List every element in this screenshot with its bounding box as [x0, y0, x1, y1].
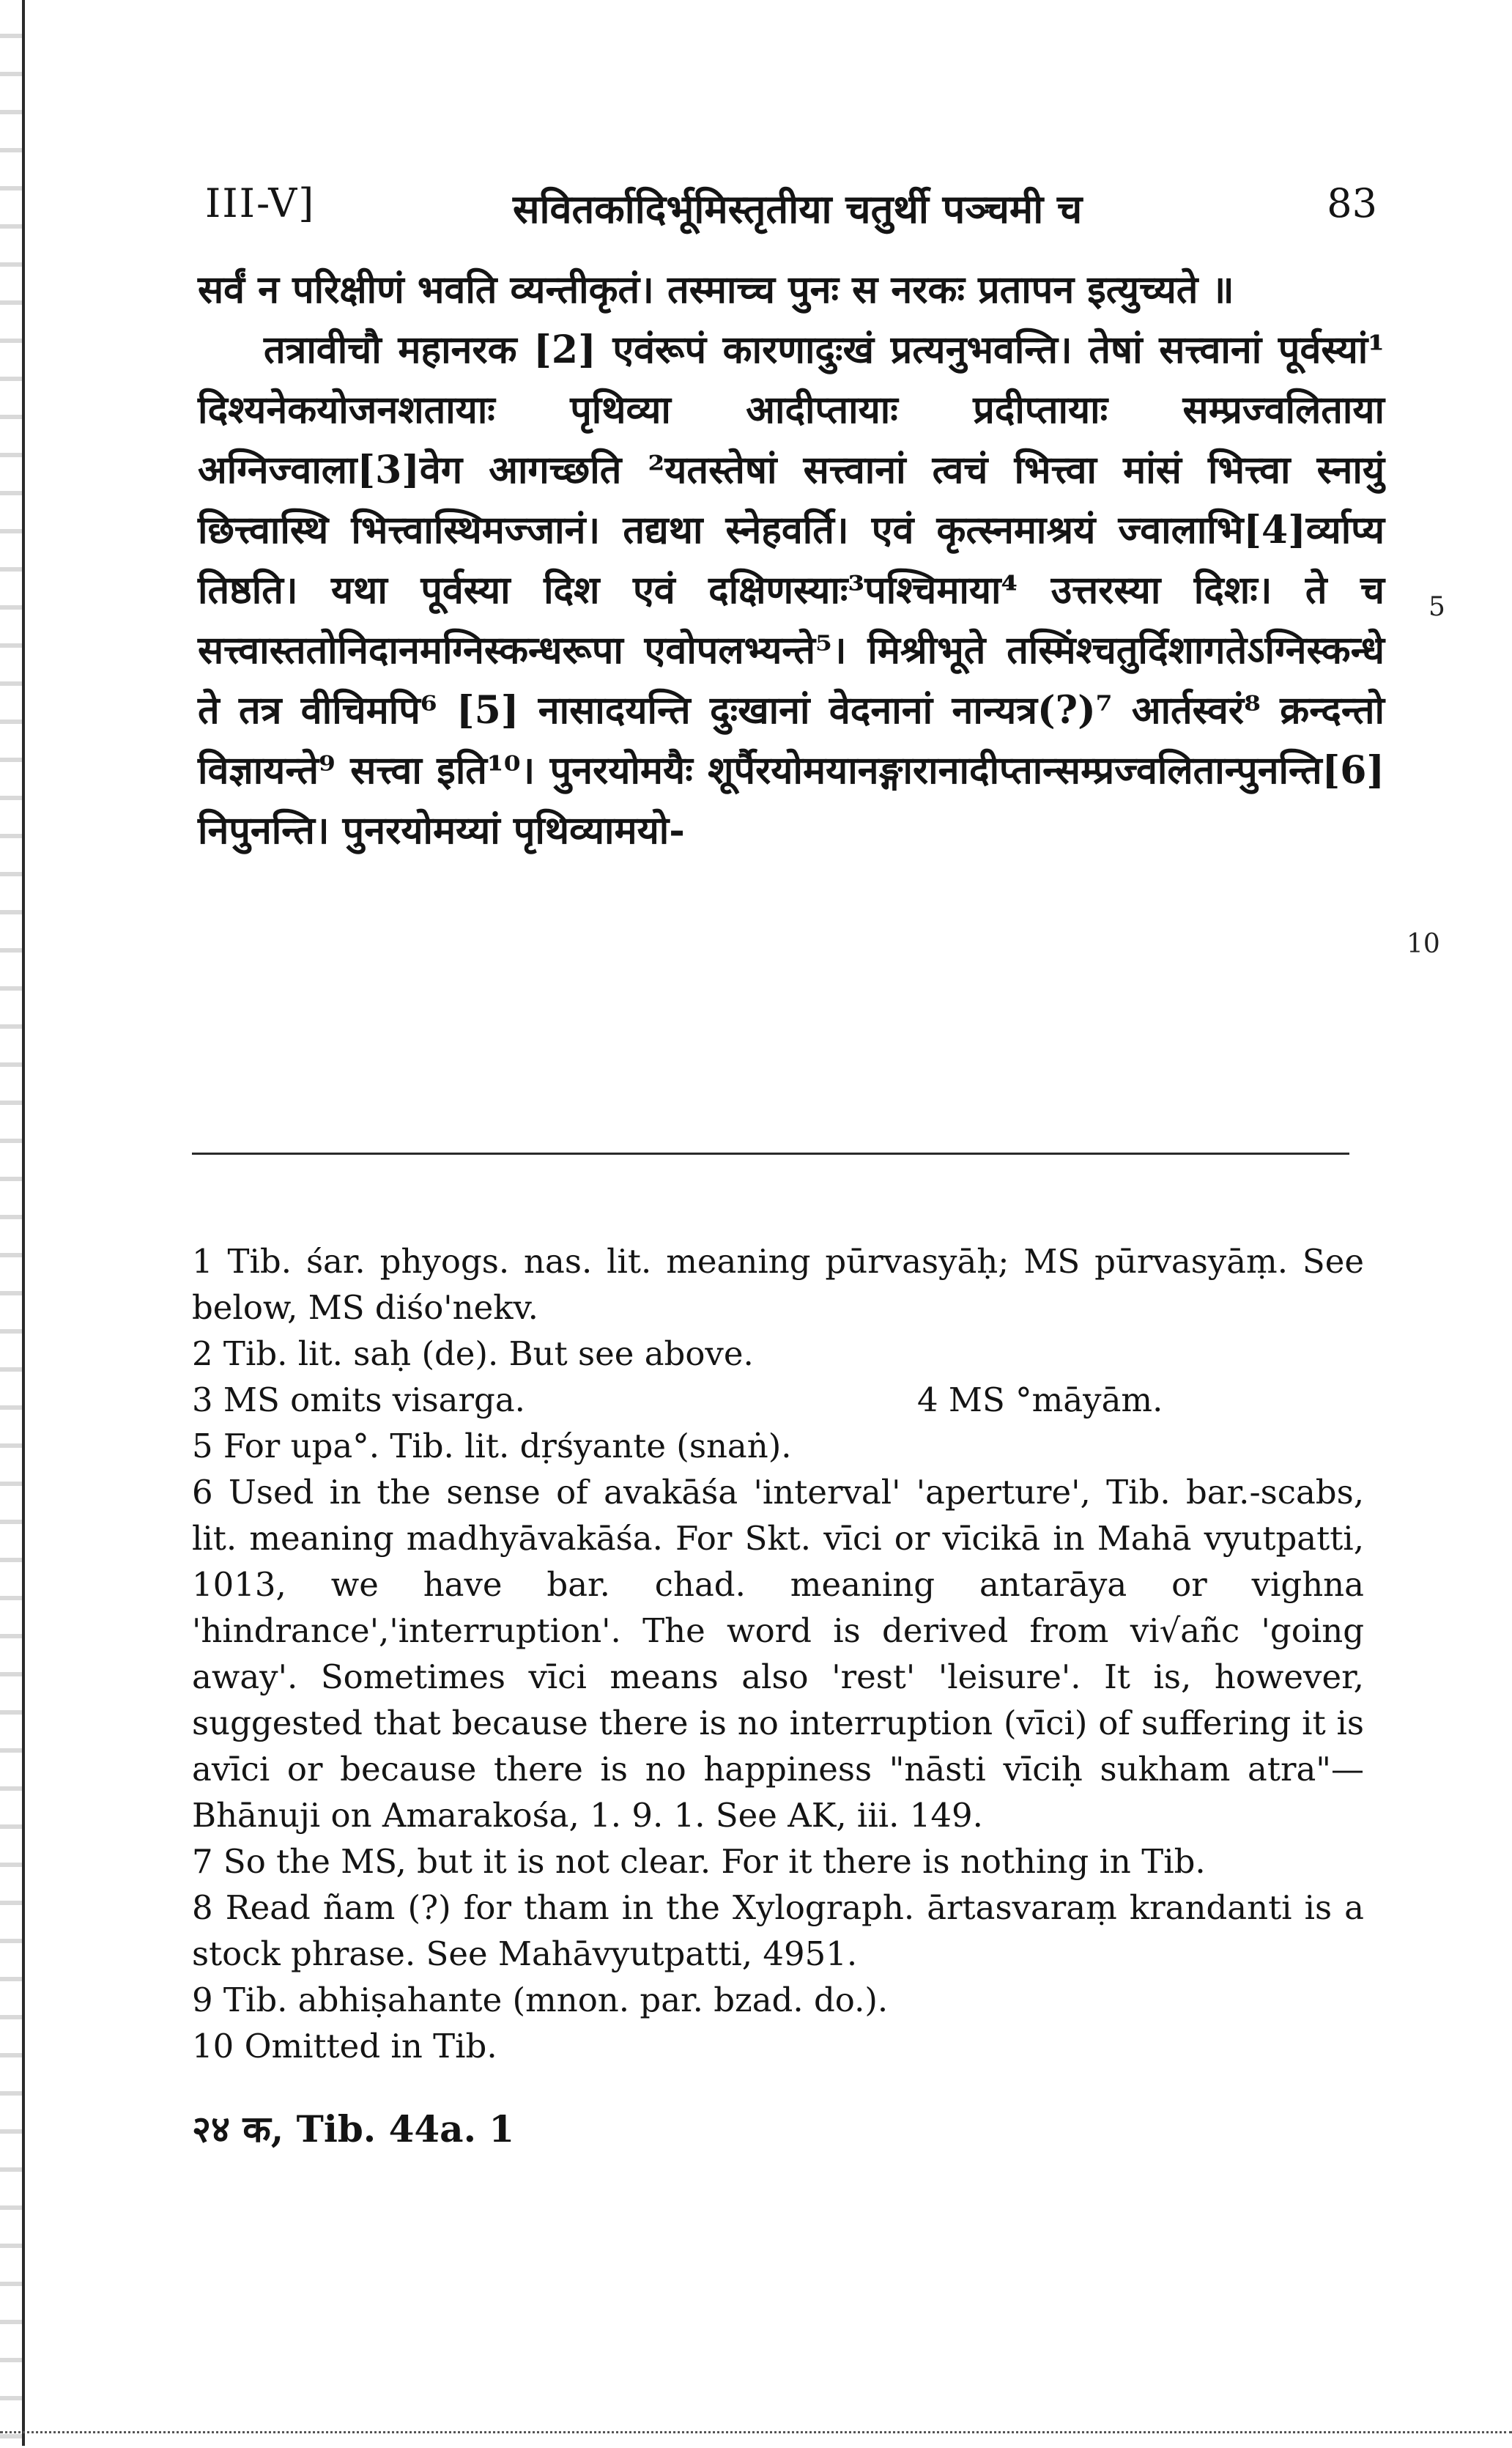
footnote-row-3-4: [192, 1377, 1364, 1423]
footnote-5: 5 For upa°. Tib. lit. dṛśyante (snaṅ).: [192, 1427, 792, 1465]
paragraph-2: तत्रावीचौ महानरक [2] एवंरूपं कारणादुःखं प्रत्यनुभवन्ति। तेषां सत्त्वानां पूर्वस्यां¹ दिश्यनेकयोजनशतायाः पृथिव्या आदीप्तायाः प्रदीप्तायाः सम्प्रज्वलिताया अग्निज्वाला[3]वेग आगच्छति ²यतस्तेषां सत्त्वानां त्वचं भित्त्वा मांसं भित्त्वा स्नायुं छित्त्वास्थि भित्त्वास्थिमज्जानं। तद्यथा स्नेहवर्ति। एवं कृत्स्नमाश्रयं ज्वालाभि[4]र्व्याप्य तिष्ठति। यथा पूर्वस्या दिश एवं दक्षिणस्याः³पश्चिमाया⁴ उत्तरस्या दिशः। ते च सत्त्वास्ततोनिदानमग्निस्कन्धरूपा एवोपलभ्यन्ते⁵। मिश्रीभूते तस्मिंश्चतुर्दिशागतेऽग्निस्कन्धे ते तत्र वीचिमपि⁶ [5] नासादयन्ति दुःखानां वेदनानां नान्यत्र(?)⁷ आर्तस्वरं⁸ क्रन्दन्तो विज्ञायन्ते⁹ सत्त्वा इति¹⁰। पुनरयोमयैः शूर्पैरयोमयानङ्गारानादीप्तान्सम्प्रज्वलितान्पुनन्ति[6] निपुनन्ति। पुनरयोमय्यां पृथिव्यामयो-: [198, 328, 1385, 853]
running-header: [205, 173, 1377, 239]
footnote-8: 8 Read ñam (?) for tham in the Xylograph. ārtasvaraṃ krandanti is a stock phrase. See Mahāvyutpatti, 4951.: [192, 1888, 1364, 1973]
paragraph-1: सर्वं न परिक्षीणं भवति व्यन्तीकृतं। तस्माच्च पुनः स नरकः प्रतापन इत्युच्यते ॥: [198, 267, 1234, 312]
footnotes: [192, 1238, 1364, 2069]
folio-reference: २४ क, Tib. 44a. 1: [192, 2107, 515, 2151]
main-text: [198, 260, 1385, 861]
footnote-6: 6 Used in the sense of avakāśa 'interval' 'aperture', Tib. bar.-scabs, lit. meaning madhyāvakāśa. For Skt. vīci or vīcikā in Mahā vyutpatti, 1013, we have bar. chad. meaning antarāya or vighna 'hindrance','interruption'. The word is derived from vi√añc 'going away'. Sometimes vīci means also 'rest' 'leisure'. It is, however, suggested that because there is no interruption (vīci) of suffering it is avīci or because there is no happiness "nāsti vīciḥ sukham atra"—Bhānuji on Amarakośa, 1. 9. 1. See AK, iii. 149.: [192, 1473, 1364, 1835]
footnote-3: 3 MS omits visarga.: [192, 1380, 525, 1419]
section-label: III-V]: [205, 180, 316, 226]
footnote-10: 10 Omitted in Tib.: [192, 2027, 497, 2066]
footnote-9: 9 Tib. abhiṣahante (mnon. par. bzad. do.).: [192, 1981, 889, 2019]
running-title: सवितर्कादिर्भूमिस्तृतीया चतुर्थी पञ्चमी च: [513, 185, 1083, 232]
footnote-1: 1 Tib. śar. phyogs. nas. lit. meaning pūrvasyāḥ; MS pūrvasyāṃ. See below, MS diśo'nekv.: [192, 1242, 1364, 1327]
line-number-10: 10: [1407, 929, 1440, 959]
footnote-4: 4 MS °māyām.: [917, 1380, 1163, 1419]
footnote-rule: [192, 1153, 1349, 1155]
footnote-7: 7 So the MS, but it is not clear. For it there is nothing in Tib.: [192, 1842, 1206, 1881]
line-number-5: 5: [1428, 592, 1445, 622]
page-number: 83: [1327, 180, 1377, 226]
footnote-2: 2 Tib. lit. saḥ (de). But see above.: [192, 1334, 754, 1373]
binding-edge: [0, 0, 25, 2446]
